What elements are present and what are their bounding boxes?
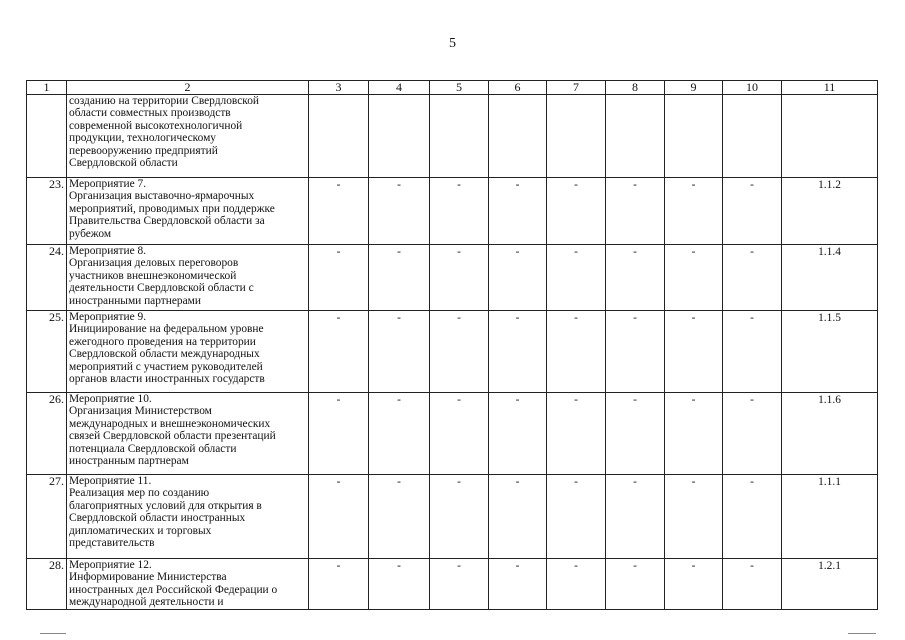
description-line: Инициирование на федеральном уровне: [69, 323, 264, 336]
description-line: перевооружению предприятий: [69, 144, 218, 157]
value-cell: -: [430, 559, 489, 610]
description-line: Свердловской области иностранных: [69, 512, 246, 525]
column-header: 5: [430, 81, 489, 95]
value-cell: [547, 95, 606, 178]
event-description: [67, 559, 309, 610]
description-line: международной деятельности и: [69, 596, 224, 609]
value-cell: -: [489, 393, 547, 475]
column-header: 8: [606, 81, 665, 95]
value-cell: [606, 95, 665, 178]
value-cell: -: [430, 245, 489, 311]
table-row: [27, 475, 878, 559]
description-line: Организация выставочно-ярмарочных: [69, 190, 255, 203]
value-cell: -: [665, 245, 723, 311]
description-line: Организация Министерством: [69, 405, 212, 418]
description-line: созданию на территории Свердловской: [69, 95, 260, 107]
column-header: 3: [309, 81, 369, 95]
value-cell: -: [606, 178, 665, 245]
value-cell: -: [489, 178, 547, 245]
program-table: [26, 80, 878, 610]
column-header: 1: [27, 81, 67, 95]
value-cell: -: [547, 475, 606, 559]
value-cell: -: [606, 393, 665, 475]
description-line: Свердловской области: [69, 157, 178, 170]
column-header: 7: [547, 81, 606, 95]
description-line: Мероприятие 10.: [69, 393, 152, 405]
description-line: участников внешнеэкономической: [69, 269, 237, 282]
value-cell: -: [369, 559, 430, 610]
column-header: 11: [782, 81, 878, 95]
description-line: международных и внешнеэкономических: [69, 417, 271, 430]
target-reference: 1.1.6: [782, 393, 878, 475]
description-line: современной высокотехнологичной: [69, 119, 243, 132]
description-line: дипломатических и торговых: [69, 524, 212, 537]
row-number: [27, 95, 67, 178]
description-line: Информирование Министерства: [69, 571, 227, 584]
event-description: [67, 178, 309, 245]
description-line: органов власти иностранных государств: [69, 373, 265, 386]
event-description: [67, 475, 309, 559]
description-line: благоприятных условий для открытия в: [69, 499, 262, 512]
value-cell: -: [430, 475, 489, 559]
value-cell: -: [309, 475, 369, 559]
event-description: [67, 311, 309, 393]
description-line: Свердловской области международных: [69, 348, 260, 361]
value-cell: -: [606, 245, 665, 311]
table-row: [27, 311, 878, 393]
value-cell: -: [369, 311, 430, 393]
value-cell: -: [547, 559, 606, 610]
scan-edge-line: [848, 633, 876, 634]
description-line: ежегодного проведения на территории: [69, 335, 256, 348]
value-cell: -: [606, 311, 665, 393]
column-header: 2: [67, 81, 309, 95]
event-description: [67, 95, 309, 178]
value-cell: -: [309, 393, 369, 475]
scan-edge-line: [40, 633, 66, 634]
description-line: области совместных производств: [69, 107, 231, 120]
value-cell: [665, 95, 723, 178]
value-cell: [309, 95, 369, 178]
description-line: связей Свердловской области презентаций: [69, 430, 276, 443]
value-cell: -: [547, 393, 606, 475]
table-row: [27, 393, 878, 475]
row-number: 23.: [27, 178, 67, 245]
value-cell: [723, 95, 782, 178]
value-cell: -: [309, 311, 369, 393]
description-line: Организация деловых переговоров: [69, 257, 239, 270]
value-cell: -: [723, 311, 782, 393]
row-number: 27.: [27, 475, 67, 559]
value-cell: -: [430, 393, 489, 475]
value-cell: -: [369, 393, 430, 475]
value-cell: -: [369, 245, 430, 311]
target-reference: 1.1.2: [782, 178, 878, 245]
description-line: продукции, технологическому: [69, 132, 216, 145]
description-line: потенциала Свердловской области: [69, 442, 237, 455]
value-cell: -: [665, 311, 723, 393]
value-cell: -: [430, 178, 489, 245]
value-cell: -: [723, 178, 782, 245]
description-line: иностранным партнерам: [69, 455, 189, 468]
value-cell: -: [489, 475, 547, 559]
description-line: иностранными партнерами: [69, 294, 201, 307]
row-number: 24.: [27, 245, 67, 311]
description-line: представительств: [69, 537, 155, 550]
table-row: [27, 245, 878, 311]
value-cell: -: [369, 178, 430, 245]
value-cell: -: [665, 559, 723, 610]
description-line: мероприятий с участием руководителей: [69, 360, 263, 373]
value-cell: -: [489, 245, 547, 311]
column-header: 10: [723, 81, 782, 95]
table-header-row: [27, 81, 878, 95]
description-line: иностранных дел Российской Федерации о: [69, 583, 278, 596]
value-cell: [430, 95, 489, 178]
value-cell: -: [309, 178, 369, 245]
target-reference: 1.1.1: [782, 475, 878, 559]
value-cell: -: [309, 245, 369, 311]
value-cell: -: [369, 475, 430, 559]
target-reference: 1.2.1: [782, 559, 878, 610]
description-line: Мероприятие 12.: [69, 559, 152, 571]
value-cell: -: [547, 311, 606, 393]
column-header: 4: [369, 81, 430, 95]
value-cell: -: [665, 475, 723, 559]
value-cell: -: [489, 311, 547, 393]
event-description: [67, 393, 309, 475]
description-line: мероприятий, проводимых при поддержке: [69, 202, 275, 215]
target-reference: 1.1.5: [782, 311, 878, 393]
table-row: [27, 178, 878, 245]
value-cell: -: [665, 178, 723, 245]
target-reference: [782, 95, 878, 178]
value-cell: -: [723, 393, 782, 475]
description-line: Мероприятие 7.: [69, 178, 147, 190]
value-cell: -: [309, 559, 369, 610]
description-line: Мероприятие 8.: [69, 245, 147, 257]
value-cell: -: [606, 559, 665, 610]
description-line: Мероприятие 11.: [69, 475, 152, 487]
description-line: Реализация мер по созданию: [69, 487, 210, 500]
value-cell: -: [547, 178, 606, 245]
row-number: 28.: [27, 559, 67, 610]
page-number: 5: [449, 36, 456, 51]
value-cell: -: [489, 559, 547, 610]
table-row: [27, 95, 878, 178]
description-line: рубежом: [69, 227, 112, 240]
description-line: деятельности Свердловской области с: [69, 282, 254, 295]
column-header: 9: [665, 81, 723, 95]
column-header: 6: [489, 81, 547, 95]
value-cell: -: [606, 475, 665, 559]
value-cell: -: [723, 559, 782, 610]
table-row: [27, 559, 878, 610]
row-number: 26.: [27, 393, 67, 475]
value-cell: [369, 95, 430, 178]
value-cell: -: [723, 475, 782, 559]
value-cell: -: [665, 393, 723, 475]
value-cell: -: [723, 245, 782, 311]
description-line: Правительства Свердловской области за: [69, 215, 265, 228]
value-cell: [489, 95, 547, 178]
value-cell: -: [430, 311, 489, 393]
target-reference: 1.1.4: [782, 245, 878, 311]
value-cell: -: [547, 245, 606, 311]
event-description: [67, 245, 309, 311]
description-line: Мероприятие 9.: [69, 311, 147, 323]
row-number: 25.: [27, 311, 67, 393]
